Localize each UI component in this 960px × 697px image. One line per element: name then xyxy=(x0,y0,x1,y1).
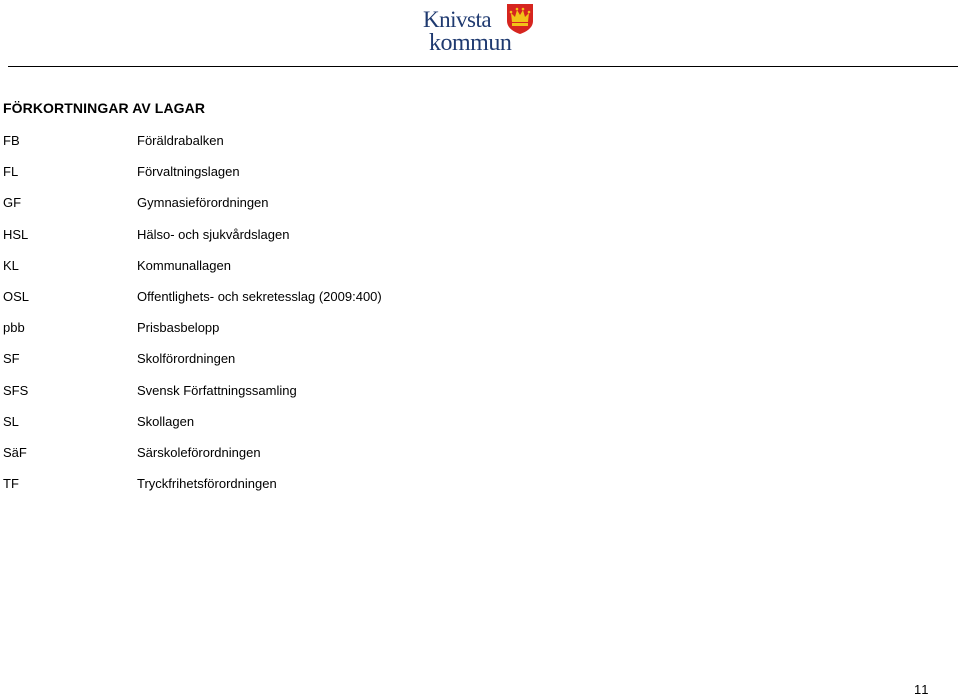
abbreviation-meaning: Prisbasbelopp xyxy=(137,320,220,336)
abbreviation-meaning: Tryckfrihetsförordningen xyxy=(137,476,277,492)
logo-line-2: kommun xyxy=(429,30,512,56)
abbreviation-meaning: Offentlighets- och sekretesslag (2009:400) xyxy=(137,288,382,304)
logo-line-1: Knivsta xyxy=(423,7,492,32)
abbreviation-meaning: Kommunallagen xyxy=(137,257,231,273)
abbreviation-code: FL xyxy=(3,164,19,180)
abbreviation-code: GF xyxy=(3,195,22,211)
abbreviation-code: SFS xyxy=(3,382,29,398)
abbreviation-code: HSL xyxy=(3,226,29,242)
abbreviation-meaning: Skollagen xyxy=(137,413,195,429)
knivsta-kommun-logo xyxy=(421,2,536,56)
abbreviation-code: TF xyxy=(3,476,19,492)
abbreviation-meaning: Gymnasieförordningen xyxy=(137,195,269,211)
abbreviation-code: SF xyxy=(3,351,20,367)
header-divider xyxy=(8,66,958,67)
abbreviation-code: SL xyxy=(3,413,19,429)
abbreviation-code: pbb xyxy=(3,320,25,336)
abbreviation-code: SäF xyxy=(3,444,27,460)
abbreviation-code: KL xyxy=(3,257,19,273)
abbreviation-code: OSL xyxy=(3,288,30,304)
abbreviation-meaning: Hälso- och sjukvårdslagen xyxy=(137,226,290,242)
abbreviation-meaning: Särskoleförordningen xyxy=(137,444,261,460)
abbreviation-code: FB xyxy=(3,133,20,148)
abbreviation-meaning: Föräldrabalken xyxy=(137,133,224,148)
abbreviation-meaning: Svensk Författningssamling xyxy=(137,382,297,398)
abbreviation-meaning: Förvaltningslagen xyxy=(137,164,240,180)
abbreviation-meaning: Skolförordningen xyxy=(137,351,236,367)
crown-crest-icon xyxy=(506,3,534,35)
section-title: FÖRKORTNINGAR AV LAGAR xyxy=(3,100,206,116)
page-number: 11 xyxy=(914,682,930,697)
